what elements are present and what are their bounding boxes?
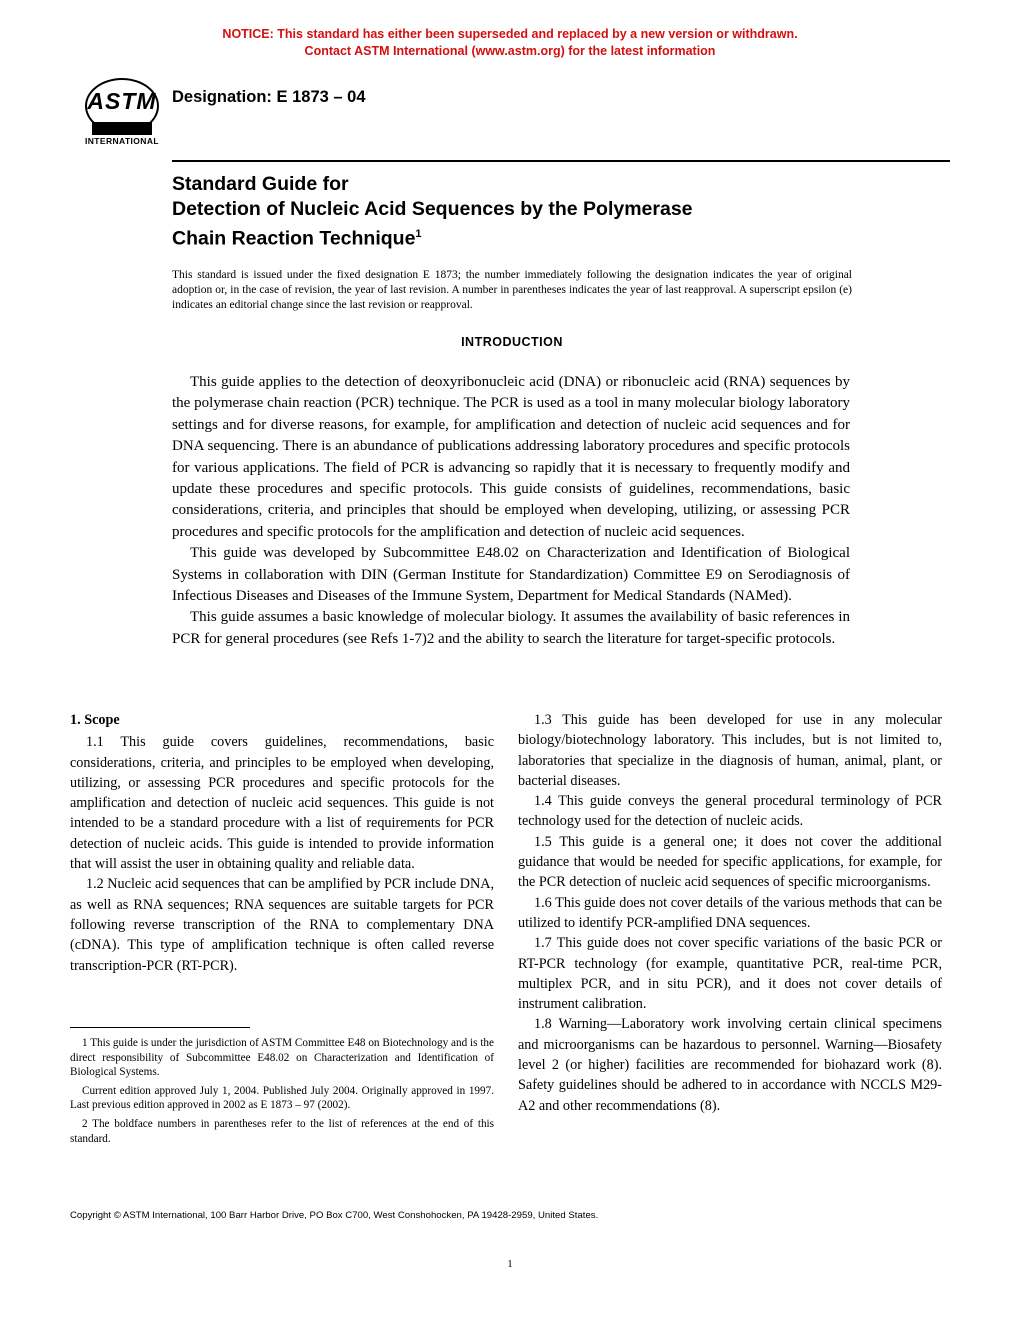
- scope-paragraph-1-3: 1.3 This guide has been developed for use in any molecular biology/biotechnology laboratory. This includes, but is not limited to, laboratories that specialize in the diagnosis of human, animal, plant, or bacterial diseases.: [518, 712, 942, 789]
- scope-paragraph-1-4: 1.4 This guide conveys the general procedural terminology of PCR technology used for the detection of nucleic acids.: [518, 793, 942, 830]
- page-title: [172, 172, 872, 252]
- introduction-body: [172, 372, 850, 650]
- scope-paragraph-1-8-warning: 1.8 Warning—Laboratory work involving certain clinical specimens and microorganisms can be hazardous to personnel. Warning—Biosafety level 2 (or higher) facilities are recommended for biohazard work (8). Safety guidelines should be adhered to in accordance with NCCLS M29-A2 and other recommendations (8).: [518, 1016, 942, 1114]
- logo-subtitle: INTERNATIONAL: [85, 136, 159, 146]
- footnote-1: 1 This guide is under the jurisdiction of ASTM Committee E48 on Biotechnology and is the direct responsibility of Subcommittee E48.02 on Characterization and Identification of Biological Systems.: [70, 1037, 494, 1079]
- designation-label: Designation: E 1873 – 04: [172, 88, 366, 106]
- issued-note: This standard is issued under the fixed designation E 1873; the number immediately following the designation indicates the year of original adoption or, in the case of revision, the year of last revision. A number in parentheses indicates the year of last reapproval. A superscript epsilon (e) indicates an editorial change since the last revision or reapproval.: [172, 269, 852, 311]
- astm-logo: [83, 78, 161, 148]
- logo-bar-shape: [92, 122, 152, 135]
- withdrawal-notice: [70, 26, 950, 60]
- title-line-3-text: Chain Reaction Technique: [172, 227, 416, 250]
- scope-paragraph-1-6: 1.6 This guide does not cover details of the various methods that can be utilized to identify PCR-amplified DNA sequences.: [518, 894, 942, 931]
- footnote-edition: Current edition approved July 1, 2004. Published July 2004. Originally approved in 1997. Last previous edition approved in 2002 as E 1873 – 97 (2002).: [70, 1084, 494, 1112]
- title-footnote-marker: 1: [415, 228, 422, 240]
- copyright-notice: Copyright © ASTM International, 100 Barr Harbor Drive, PO Box C700, West Conshohocken, PA 19428-2959, United States.: [70, 1210, 599, 1221]
- scope-paragraph-1-7: 1.7 This guide does not cover specific variations of the basic PCR or RT-PCR technology (for example, quantitative PCR, real-time PCR, multiplex PCR, and in situ PCR), and it does not cover details of instrument calibration.: [518, 935, 942, 1013]
- title-line-1: Standard Guide for: [172, 173, 349, 195]
- scope-paragraph-1-5: 1.5 This guide is a general one; it does not cover the additional guidance that would be needed for specific applications, for example, for the PCR detection of nucleic acid sequences of specific microorganisms.: [518, 833, 942, 891]
- title-line-3: [172, 222, 872, 252]
- header-divider: [172, 160, 950, 162]
- column-right: [518, 710, 942, 1116]
- scope-heading: 1. Scope: [70, 712, 120, 728]
- scope-paragraph-1-1: 1.1 This guide covers guidelines, recommendations, basic considerations, criteria, and principles to be employed when developing, utilizing, or assessing PCR procedures and specific protocols for the amplification and detection of nucleic acid sequences. This guide is not intended to be a standard procedure with a list of requirements for PCR detection of nucleic acids. This guide is intended to provide information that will assist the user in obtaining quality and reliable data.: [70, 734, 494, 873]
- scope-paragraph-1-2: 1.2 Nucleic acid sequences that can be amplified by PCR include DNA, as well as RNA sequences; RNA sequences are suitable targets for PCR following reverse transcription of the RNA to complementary DNA (cDNA). This type of amplification technique is often called reverse transcription-PCR (RT-PCR).: [70, 876, 494, 974]
- footnotes: [70, 1036, 494, 1150]
- notice-line-2: Contact ASTM International (www.astm.org) for the latest information: [304, 44, 716, 58]
- column-left: [70, 710, 494, 976]
- introduction-paragraph-2: This guide was developed by Subcommittee E48.02 on Characterization and Identification of Biological Systems in collaboration with DIN (German Institute for Standardization) Committee E9 on Serodiagnosis of Infectious Diseases and Diseases of the Immune System, Department for Medical Standards (NAMed).: [172, 545, 850, 605]
- logo-acronym: ASTM: [87, 88, 157, 114]
- introduction-heading: INTRODUCTION: [461, 335, 563, 349]
- notice-line-1: NOTICE: This standard has either been superseded and replaced by a new version or withdrawn.: [222, 27, 798, 41]
- introduction-paragraph-3: This guide assumes a basic knowledge of molecular biology. It assumes the availability of basic references in PCR for general procedures (see Refs 1-7)2 and the ability to search the literature for target-specific protocols.: [172, 609, 850, 647]
- introduction-paragraph-1: This guide applies to the detection of deoxyribonucleic acid (DNA) or ribonucleic acid (RNA) sequences by the polymerase chain reaction (PCR) technique. The PCR is used as a tool in many molecular biology laboratory settings and for diverse reasons, for example, for amplification and detection of nucleic acid sequences and for DNA sequencing. There is an abundance of publications addressing laboratory procedures and specific protocols for various applications. The field of PCR is advancing so rapidly that it is necessary to frequently modify and update these procedures and specific protocols. This guide consists of guidelines, recommendations, basic considerations, criteria, and principles that should be employed when developing, utilizing, or assessing PCR procedures and specific protocols for the amplification and detection of nucleic acid sequences.: [172, 374, 850, 540]
- footnote-divider: [70, 1027, 250, 1028]
- title-line-2: Detection of Nucleic Acid Sequences by the Polymerase: [172, 198, 693, 220]
- page-number: 1: [507, 1258, 513, 1270]
- footnote-2: 2 The boldface numbers in parentheses refer to the list of references at the end of this standard.: [70, 1117, 494, 1145]
